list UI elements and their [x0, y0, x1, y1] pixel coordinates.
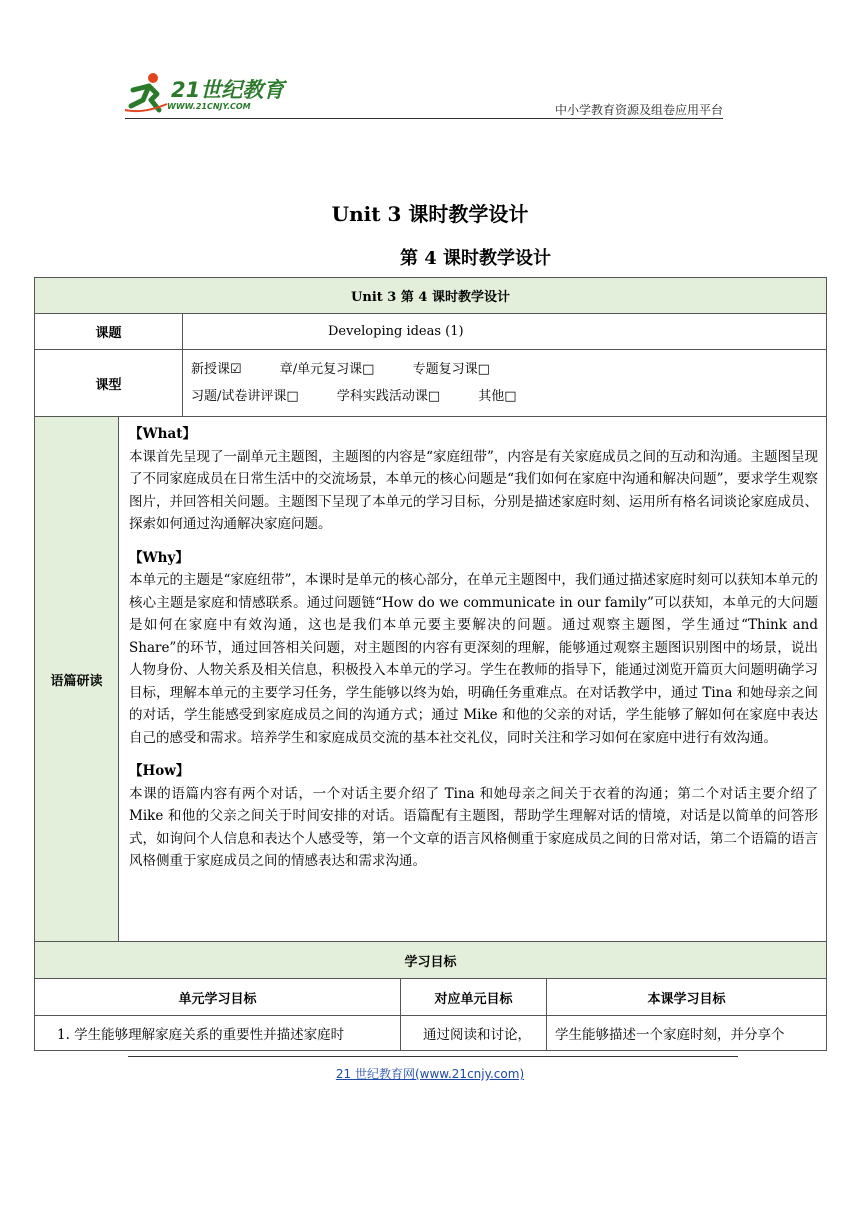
page-title: Unit 3 课时教学设计 — [331, 202, 529, 226]
goals-col-unit: 单元学习目标 — [35, 979, 401, 1016]
runner-logo-icon — [123, 70, 169, 116]
goals-col-lesson: 本课学习目标 — [547, 979, 827, 1016]
type-options — [183, 350, 827, 417]
why-paragraph: 本单元的主题是“家庭纽带”，本课时是单元的核心部分，在单元主题图中，我们通过描述家庭时刻可以获知本单元的核心主题是家庭和情感联系。通过问题链“How do we communicate in our family”可以获知，本单元的大问题是如何在家庭中有效沟通，这也是我们本单元要主要解决的问题。通过观察主题图，学生通过“Think and Share”的环节，通过回答相关问题，对主题图的内容有更深刻的理解，能够通过观察主题图识别图中的场景，说出人物身份、人物关系及相关信息，积极投入本单元的学习。学生在教师的指导下，能通过浏览开篇页大问题明确学习目标，理解本单元的主要学习任务，学生能够以终为始，明确任务重难点。在对话教学中，通过 Tina 和她母亲之间的对话，学生能感受到家庭成员之间的沟通方式；通过 Mike 和他的父亲的对话，学生能够了解如何在家庭中表达自己的感受和需求。培养学生和家庭成员交流的基本社交礼仪，同时关注和学习如何在家庭中进行有效沟通。 — [129, 572, 819, 746]
goal-lesson-1: 学生能够描述一个家庭时刻，并分享个 — [547, 1016, 827, 1051]
lesson-plan-table — [34, 277, 827, 1051]
type-option-unit-review: 章/单元复习课□ — [279, 362, 375, 377]
goal-unit-1: 1. 学生能够理解家庭关系的重要性并描述家庭时 — [35, 1016, 401, 1051]
brand-url: WWW.21CNJY.COM — [167, 102, 251, 111]
goals-label: 学习目标 — [35, 942, 827, 979]
site-logo — [123, 70, 293, 118]
header-divider — [125, 118, 723, 119]
header-tagline: 中小学教育资源及组卷应用平台 — [554, 103, 723, 117]
what-heading: 【What】 — [129, 426, 196, 442]
type-option-practice: 学科实践活动课□ — [336, 389, 441, 404]
topic-label: 课题 — [35, 314, 183, 350]
text-study-content — [119, 417, 827, 942]
why-heading: 【Why】 — [129, 549, 189, 566]
table-caption: Unit 3 第 4 课时教学设计 — [35, 278, 827, 314]
type-option-new: 新授课☑ — [191, 362, 242, 377]
topic-value: Developing ideas (1) — [183, 314, 827, 350]
type-option-topic-review: 专题复习课□ — [412, 362, 490, 377]
what-paragraph: 本课首先呈现了一副单元主题图，主题图的内容是“家庭纽带”，内容是有关家庭成员之间的互动和沟通。主题图呈现了不同家庭成员在日常生活中的交流场景，本单元的核心问题是“我们如何在家庭中沟通和解决问题”，要求学生观察图片，并回答相关问题。主题图下呈现了本单元的学习目标，分别是描述家庭时刻、运用所有格名词谈论家庭成员、探索如何通过沟通解决家庭问题。 — [129, 448, 819, 532]
text-study-label: 语篇研读 — [35, 417, 119, 942]
brand-name: 21世纪教育 — [171, 78, 285, 102]
type-option-other: 其他□ — [478, 389, 517, 404]
page-subtitle: 第 4 课时教学设计 — [400, 248, 552, 269]
type-label: 课型 — [35, 350, 183, 417]
footer-link[interactable]: 21 世纪教育网(www.21cnjy.com) — [335, 1067, 525, 1081]
footer-divider — [128, 1056, 738, 1057]
goals-col-mapping: 对应单元目标 — [401, 979, 547, 1016]
goal-mapping-1: 通过阅读和讨论， — [401, 1016, 547, 1051]
how-paragraph: 本课的语篇内容有两个对话，一个对话主要介绍了 Tina 和她母亲之间关于衣着的沟通；第二个对话主要介绍了 Mike 和他的父亲之间关于时间安排的对话。语篇配有主题图，帮助学生理解对话的情境，对话是以简单的问答形式，如询问个人信息和表达个人感受等，第一个文章的语言风格侧重于家庭成员之间的日常对话，第二个语篇的语言风格侧重于家庭成员之间的情感表达和需求沟通。 — [129, 785, 819, 869]
how-heading: 【How】 — [129, 763, 190, 779]
type-option-exercise: 习题/试卷讲评课□ — [191, 389, 299, 404]
